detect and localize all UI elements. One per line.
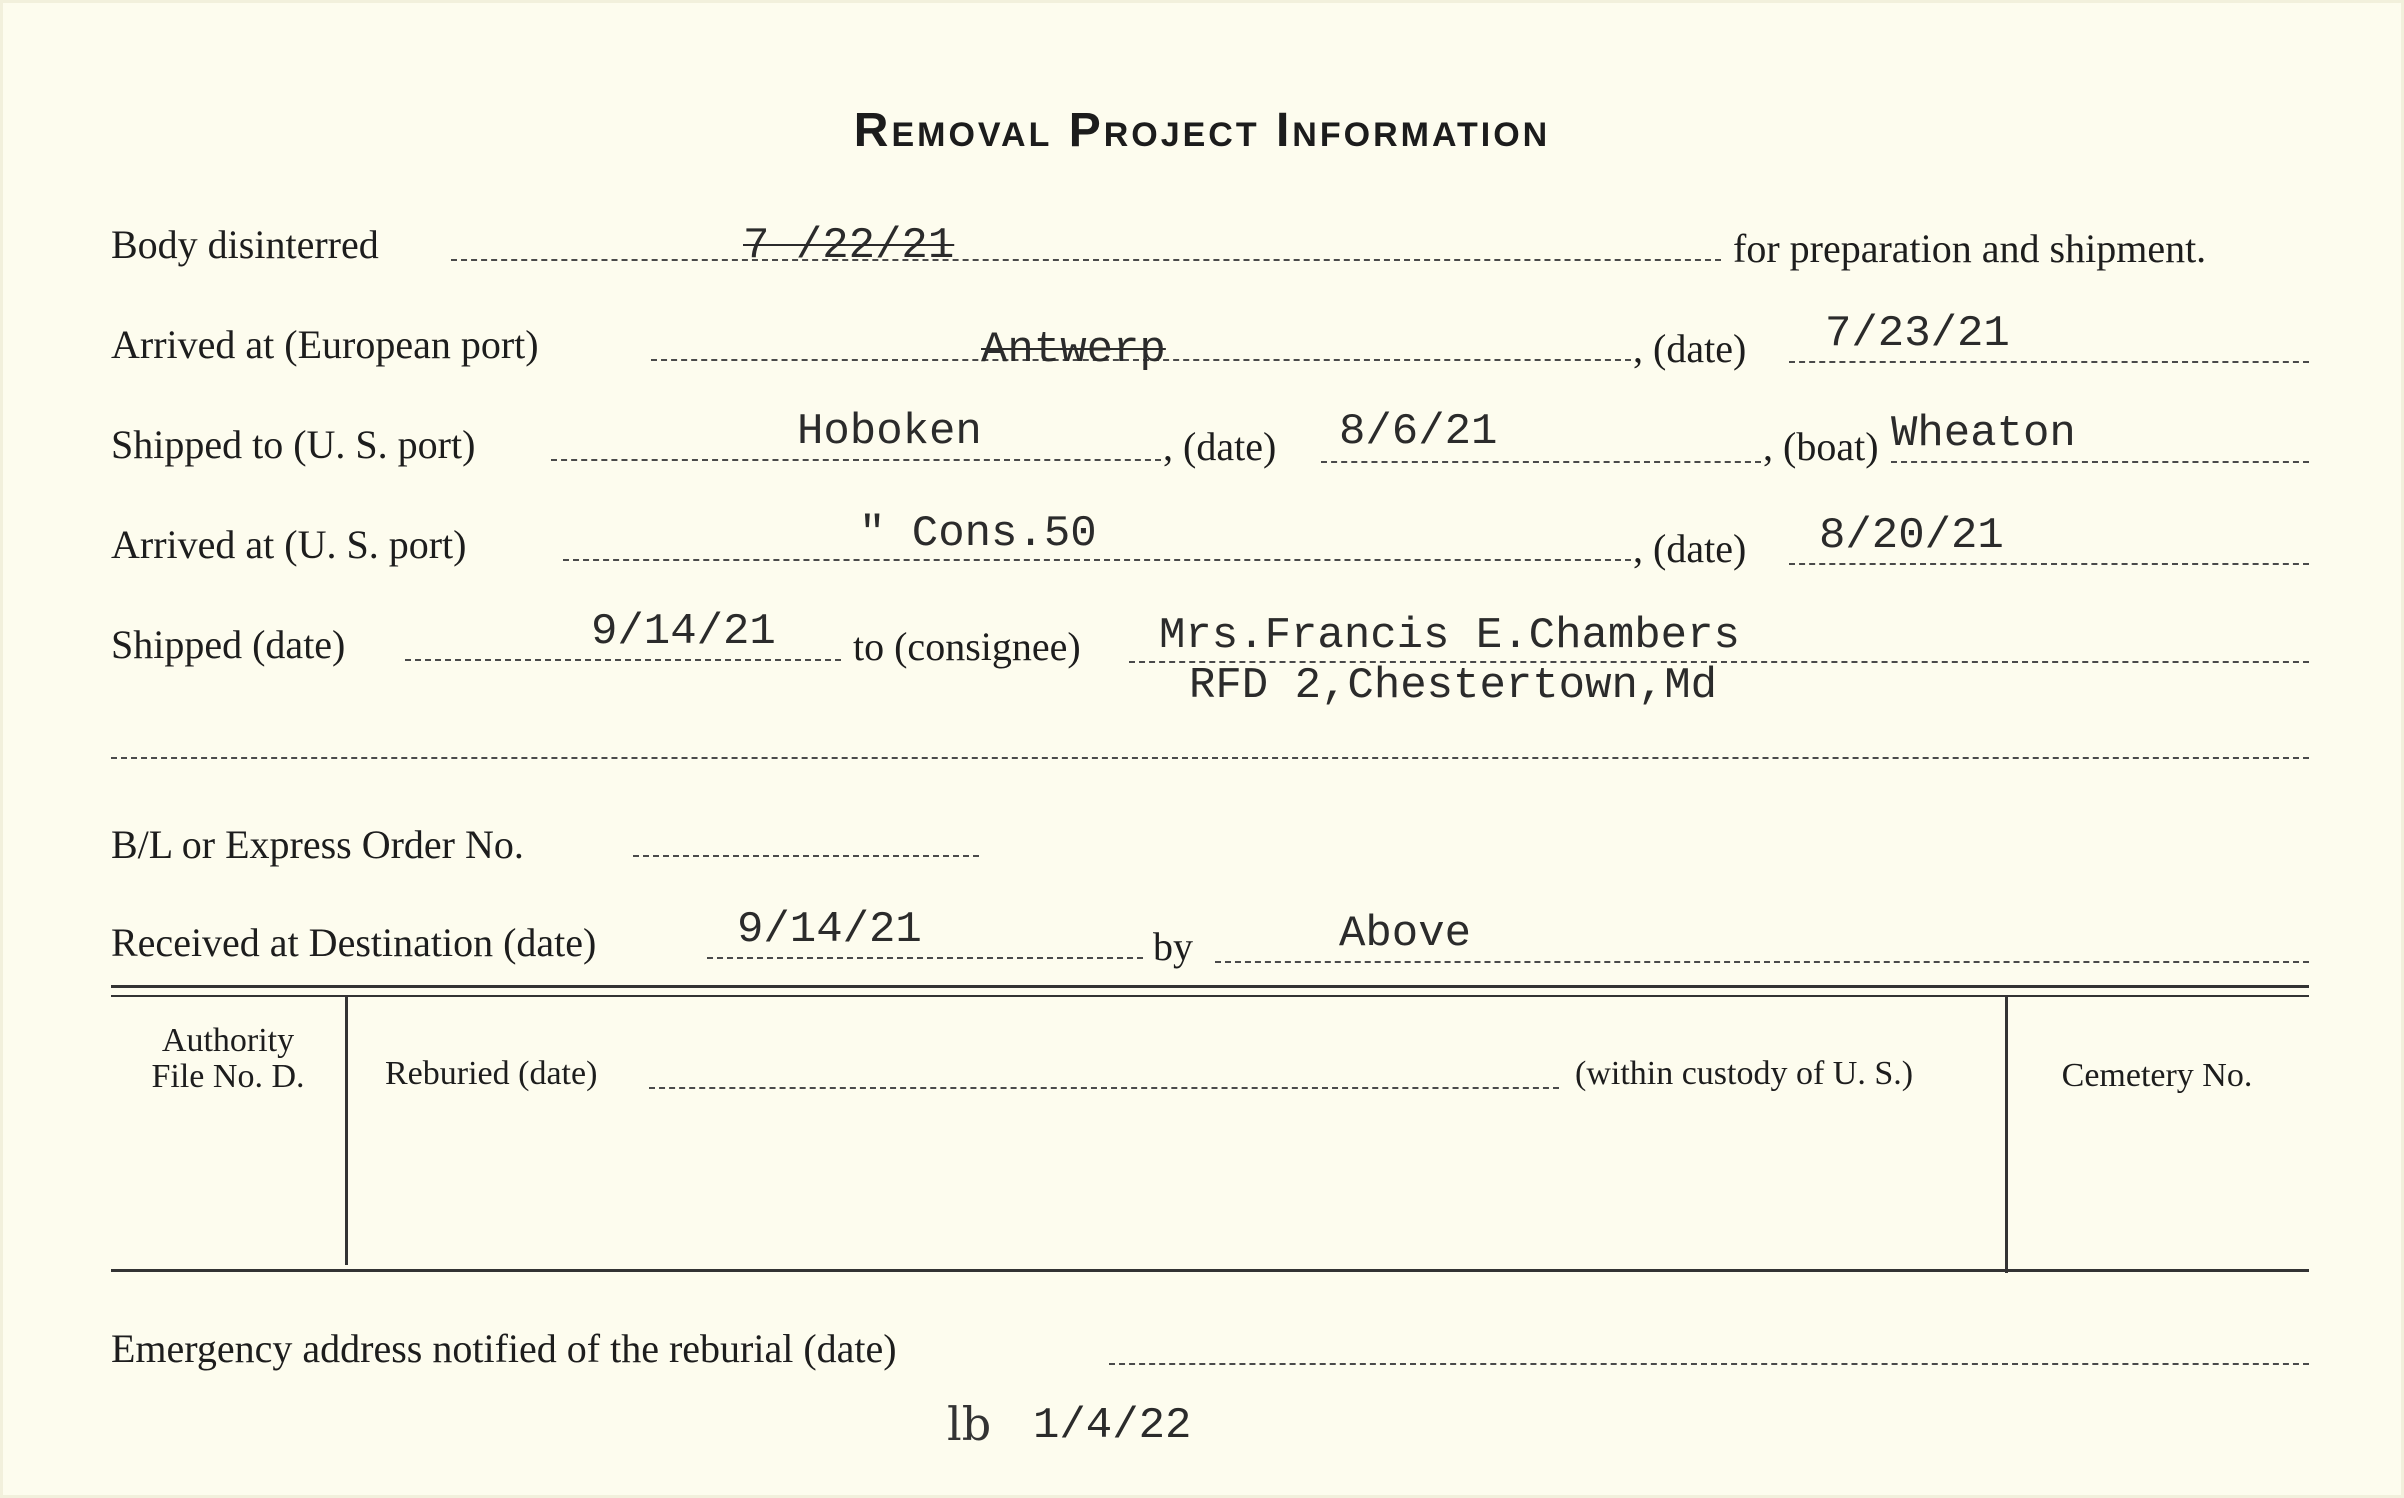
emergency-notified-date: 1/4/22 (1033, 1401, 1192, 1451)
us-port-line (551, 459, 1161, 461)
received-by-label: by (1153, 924, 1193, 969)
emergency-address-line (1109, 1363, 2309, 1365)
received-destination-label: Received at Destination (date) (111, 920, 597, 965)
received-by-value: Above (1339, 909, 1472, 959)
table-top-rule (111, 985, 2309, 988)
table-divider-right (2005, 997, 2008, 1273)
european-port-date-label: , (date) (1633, 326, 1747, 371)
consignee-address: RFD 2,Chestertown,Md (1189, 661, 1718, 711)
table-bottom-rule (111, 1269, 2309, 1272)
european-port-value: Antwerp (981, 325, 1166, 375)
us-port-arrival-date-label: , (date) (1633, 526, 1747, 571)
file-no-label: File No. D. (151, 1058, 305, 1095)
table-top-rule-2 (111, 995, 2309, 997)
us-port-value: Hoboken (797, 407, 982, 457)
us-port-date-label: , (date) (1163, 424, 1277, 469)
boat-value: Wheaton (1891, 409, 2076, 459)
reburied-date-label: Reburied (date) (385, 1055, 598, 1092)
body-disinterred-label: Body disinterred (111, 222, 379, 267)
bl-express-order-label: B/L or Express Order No. (111, 822, 524, 867)
boat-line (1891, 461, 2309, 463)
consignee-extra-line (111, 757, 2309, 759)
body-disinterred-line (451, 259, 1721, 261)
consignee-label: to (consignee) (853, 624, 1081, 669)
us-port-arrival-date-line (1789, 563, 2309, 565)
us-port-arrival-line (563, 559, 1631, 561)
us-port-arrival-label: Arrived at (U. S. port) (111, 522, 467, 567)
consignee-name: Mrs.Francis E.Chambers (1159, 611, 1740, 661)
preparation-shipment-text: for preparation and shipment. (1733, 226, 2207, 271)
clerk-initials: lb (947, 1397, 992, 1451)
authority-label: Authority (161, 1022, 295, 1059)
us-port-arrival-value: " Cons.50 (859, 509, 1097, 559)
custody-label: (within custody of U. S.) (1575, 1055, 1914, 1092)
us-port-arrival-date-value: 8/20/21 (1819, 511, 2004, 561)
table-divider-left (345, 997, 348, 1265)
us-port-label: Shipped to (U. S. port) (111, 422, 476, 467)
european-port-label: Arrived at (European port) (111, 322, 539, 367)
european-port-date-value: 7/23/21 (1825, 309, 2010, 359)
received-by-line (1215, 961, 2309, 963)
received-destination-value: 9/14/21 (737, 905, 922, 955)
emergency-address-label: Emergency address notified of the reburial (date) (111, 1326, 897, 1371)
body-disinterred-value: 7 /22/21 (743, 221, 955, 271)
european-port-date-line (1789, 361, 2309, 363)
authority-file-label (111, 1023, 345, 1095)
card-title: Removal Project Information (853, 104, 1551, 157)
shipped-date-value: 9/14/21 (591, 607, 776, 657)
boat-label: , (boat) (1763, 424, 1879, 469)
shipped-date-label: Shipped (date) (111, 622, 346, 667)
us-port-date-value: 8/6/21 (1339, 407, 1498, 457)
received-destination-line (707, 957, 1143, 959)
us-port-date-line (1321, 461, 1761, 463)
bl-express-order-line (633, 855, 979, 857)
shipped-date-line (405, 659, 841, 661)
cemetery-no-label: Cemetery No. (2061, 1057, 2253, 1094)
reburied-date-line (649, 1087, 1559, 1089)
